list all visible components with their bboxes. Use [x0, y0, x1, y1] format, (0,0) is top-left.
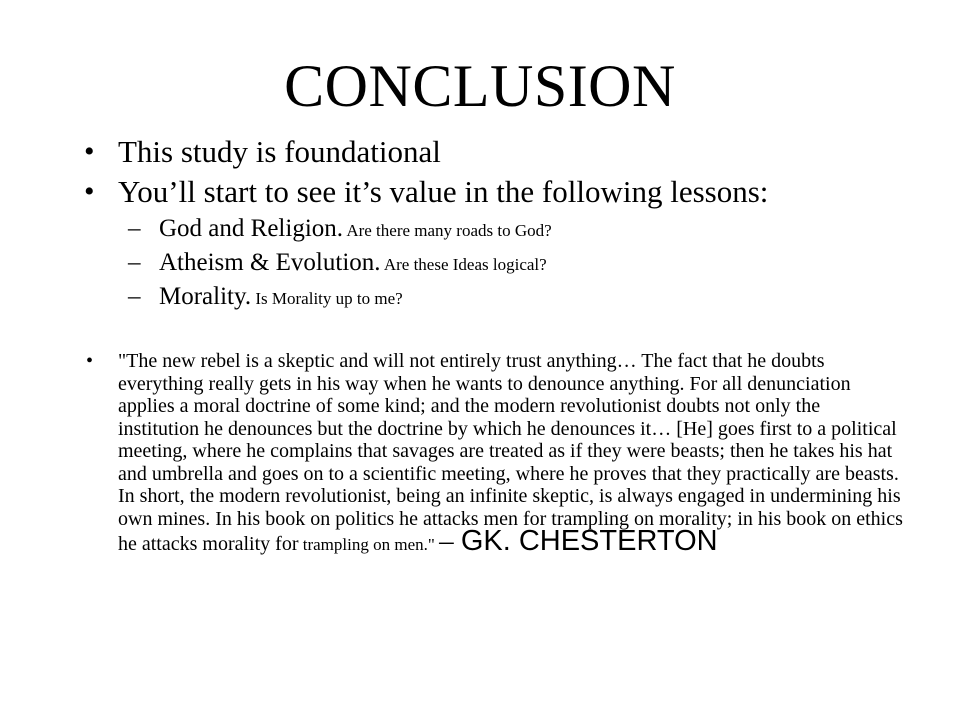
attribution-dash: –	[439, 525, 461, 557]
sub-bullet-item	[84, 280, 904, 314]
quote-text	[118, 350, 903, 557]
sub-bullet-lead: God and Religion.	[159, 215, 344, 242]
sub-bullet-detail: Are these Ideas logical?	[380, 255, 547, 274]
sub-bullet-detail: Is Morality up to me?	[251, 289, 403, 308]
quote-author: GK. CHESTERTON	[460, 525, 718, 557]
sub-bullet-item	[84, 212, 904, 246]
bullet-text: You’ll start to see it’s value in the following lessons:	[118, 174, 769, 209]
dash-marker: –	[128, 249, 141, 276]
bullet-marker: •	[84, 135, 95, 168]
bullet-marker: •	[84, 175, 95, 208]
bullet-marker: •	[86, 350, 94, 372]
sub-bullet-lead: Atheism & Evolution.	[159, 249, 381, 276]
bullet-item	[84, 132, 904, 172]
dash-marker: –	[128, 283, 141, 310]
bullet-text: This study is foundational	[118, 134, 441, 169]
quote-closing: trampling on men."	[298, 535, 440, 554]
sub-bullet-item	[84, 246, 904, 280]
bullet-item	[84, 172, 904, 212]
sub-bullet-detail: Are there many roads to God?	[343, 221, 552, 240]
bullet-list	[84, 132, 904, 314]
quote-bullet	[84, 350, 904, 557]
sub-bullet-lead: Morality.	[159, 283, 252, 310]
slide-title: CONCLUSION	[284, 53, 676, 119]
dash-marker: –	[128, 215, 141, 242]
quote-body: "The new rebel is a skeptic and will not entirely trust anything… The fact that he doubts everything really gets in his way when he wants to denounce anything. For all denunciation applies a moral doctrine of some kind; and the modern revolutionist doubts not only the institution he denounces but the doctrine by which he denounces it… [He] goes first to a political meeting, where he complains that savages are treated as if they were beasts; then he takes his hat and umbrella and goes on to a scientific meeting, where he proves that they practically are beasts. In short, the modern revolutionist, being an infinite skeptic, is always engaged in undermining his own mines. In his book on politics he attacks men for trampling on morality; in his book on ethics he attacks morality for	[118, 350, 903, 555]
